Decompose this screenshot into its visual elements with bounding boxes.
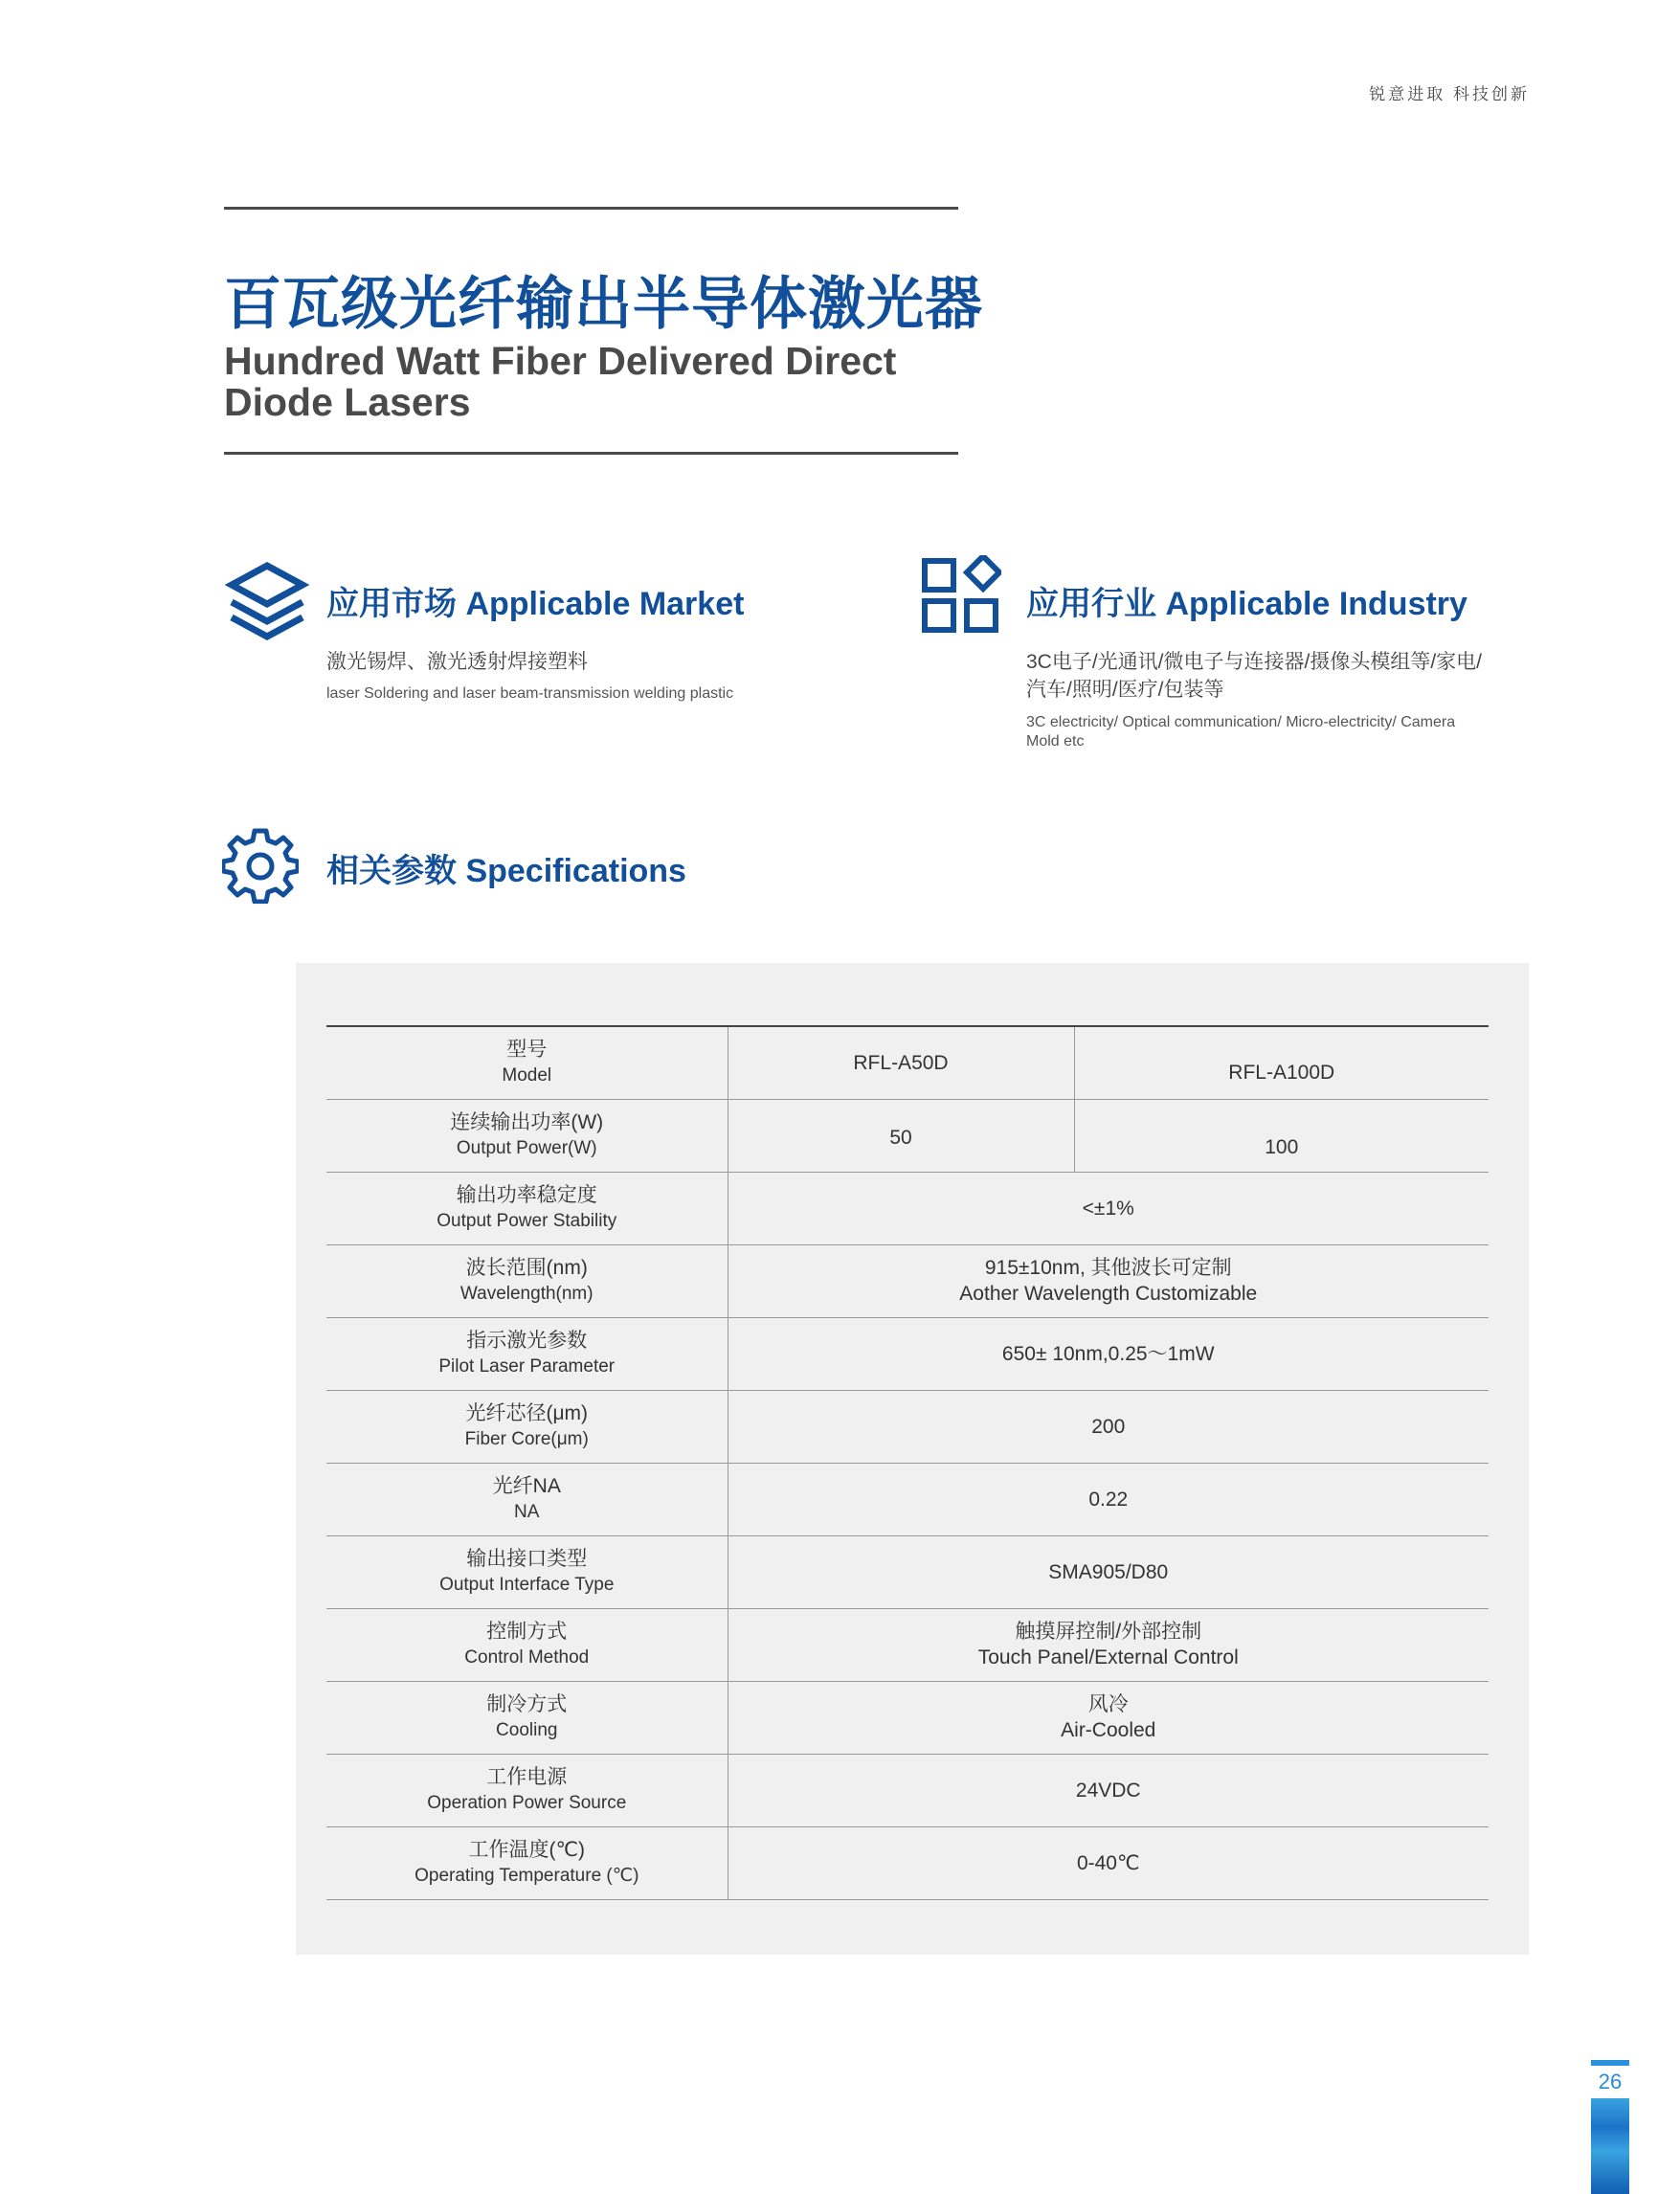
industry-desc-en-line-1: 3C electricity/ Optical communication/ Micro-electricity/ Camera xyxy=(1026,714,1456,730)
row-value-line-1: 0-40℃ xyxy=(1076,1851,1140,1874)
row-value-line-1: 200 xyxy=(1091,1415,1126,1438)
spec-table xyxy=(326,1025,1489,1900)
industry-desc-en xyxy=(1026,713,1455,751)
row-label-en: Cooling xyxy=(496,1720,558,1740)
row-label xyxy=(326,1244,728,1317)
table-row xyxy=(326,1172,1489,1244)
gear-icon xyxy=(222,827,299,904)
row-label-en: NA xyxy=(514,1502,540,1522)
row-value xyxy=(728,1681,1489,1754)
row-value-line-1: <±1% xyxy=(1082,1197,1134,1220)
row-label-cn: 指示激光参数 xyxy=(466,1330,588,1352)
row-value xyxy=(728,1390,1489,1463)
row-value-line-2: Aother Wavelength Customizable xyxy=(959,1283,1258,1305)
row-label-en: Fiber Core(μm) xyxy=(464,1429,589,1449)
row-value-line-1: 24VDC xyxy=(1075,1779,1141,1802)
row-label-en: Output Power Stability xyxy=(437,1211,617,1231)
row-value-line-1: 0.22 xyxy=(1088,1488,1129,1511)
table-row xyxy=(326,1535,1489,1608)
page-tab-cap xyxy=(1591,2060,1629,2066)
top-rule xyxy=(224,207,958,210)
row-label xyxy=(326,1826,728,1899)
market-desc-en: laser Soldering and laser beam-transmission welding plastic xyxy=(326,685,734,702)
page-number: 26 xyxy=(1598,2070,1623,2093)
table-row xyxy=(326,1754,1489,1826)
table-row xyxy=(326,1244,1489,1317)
row-value xyxy=(728,1317,1489,1390)
row-label xyxy=(326,1390,728,1463)
subtitle-line-2: Diode Lasers xyxy=(224,380,471,424)
row-label-en: Pilot Laser Parameter xyxy=(438,1356,616,1377)
page-tab xyxy=(1591,2060,1629,2194)
table-row xyxy=(326,1681,1489,1754)
row-label-cn: 输出接口类型 xyxy=(466,1548,588,1570)
table-row xyxy=(326,1826,1489,1899)
table-row xyxy=(326,1608,1489,1681)
row-label xyxy=(326,1172,728,1244)
specs-heading: 相关参数 Specifications xyxy=(326,853,686,889)
slogan: 锐意进取 科技创新 xyxy=(1369,85,1530,103)
row-label-cn: 型号 xyxy=(506,1039,548,1062)
row-label-en: Model xyxy=(502,1065,552,1086)
power-a-cell: 50 xyxy=(728,1099,1074,1172)
row-value xyxy=(728,1463,1489,1535)
industry-desc-cn xyxy=(1026,648,1482,704)
row-label-cn: 控制方式 xyxy=(486,1621,568,1643)
row-label-cn: 制冷方式 xyxy=(486,1693,568,1715)
row-label-en: Wavelength(nm) xyxy=(459,1284,594,1304)
row-label xyxy=(326,1535,728,1608)
row-value-line-2: Air-Cooled xyxy=(1061,1719,1156,1741)
row-label-cn: 光纤NA xyxy=(492,1475,561,1497)
row-label xyxy=(326,1463,728,1535)
row-value xyxy=(728,1535,1489,1608)
row-label-cn: 工作温度(℃) xyxy=(468,1839,586,1861)
row-value-line-1: 风冷 xyxy=(1087,1693,1129,1715)
row-label-en: Output Interface Type xyxy=(439,1575,615,1595)
row-label-en: Control Method xyxy=(464,1647,590,1668)
model-b-cell: RFL-A100D xyxy=(1074,1026,1489,1099)
row-value-line-1: 915±10nm, 其他波长可定制 xyxy=(984,1257,1232,1279)
row-value xyxy=(728,1244,1489,1317)
row-value-line-1: 650± 10nm,0.25～1mW xyxy=(1001,1342,1215,1365)
industry-desc-en-line-2: Mold etc xyxy=(1026,733,1085,750)
row-label-en: Operation Power Source xyxy=(427,1793,627,1813)
row-label-en: Operating Temperature (℃) xyxy=(414,1866,639,1886)
table-row xyxy=(326,1463,1489,1535)
row-value-line-1: SMA905/D80 xyxy=(1048,1560,1169,1583)
market-heading: 应用市场 Applicable Market xyxy=(326,586,745,622)
page-subtitle xyxy=(224,341,971,423)
row-label-cn: 连续输出功率(W) xyxy=(450,1111,604,1133)
row-value-line-2: Touch Panel/External Control xyxy=(977,1646,1239,1668)
row-value xyxy=(728,1754,1489,1826)
page-title: 百瓦级光纤输出半导体激光器 xyxy=(224,272,983,336)
market-desc-cn: 激光锡焊、激光透射焊接塑料 xyxy=(326,651,588,673)
row-label xyxy=(326,1026,728,1099)
subtitle-line-1: Hundred Watt Fiber Delivered Direct xyxy=(224,339,897,383)
row-label xyxy=(326,1608,728,1681)
power-b-cell: 100 xyxy=(1074,1099,1489,1172)
industry-heading: 应用行业 Applicable Industry xyxy=(1026,586,1467,622)
table-row xyxy=(326,1099,1489,1172)
grid-blocks-icon xyxy=(921,555,1001,636)
row-value xyxy=(728,1172,1489,1244)
industry-desc-cn-line-2: 汽车/照明/医疗/包装等 xyxy=(1026,679,1224,701)
row-value-line-1: 触摸屏控制/外部控制 xyxy=(1015,1621,1202,1643)
layers-icon xyxy=(224,560,310,642)
row-label xyxy=(326,1099,728,1172)
row-label-en: Output Power(W) xyxy=(456,1138,597,1158)
row-label-cn: 输出功率稳定度 xyxy=(456,1184,597,1206)
row-label-cn: 工作电源 xyxy=(486,1766,568,1788)
table-row xyxy=(326,1026,1489,1099)
row-label xyxy=(326,1317,728,1390)
row-value xyxy=(728,1608,1489,1681)
industry-desc-cn-line-1: 3C电子/光通讯/微电子与连接器/摄像头模组等/家电/ xyxy=(1026,651,1483,673)
bottom-rule xyxy=(224,452,958,455)
row-label-cn: 波长范围(nm) xyxy=(465,1257,588,1279)
model-a-cell: RFL-A50D xyxy=(728,1026,1074,1099)
row-value xyxy=(728,1826,1489,1899)
table-row xyxy=(326,1317,1489,1390)
row-label xyxy=(326,1681,728,1754)
row-label-cn: 光纤芯径(μm) xyxy=(465,1402,589,1424)
row-label xyxy=(326,1754,728,1826)
table-row xyxy=(326,1390,1489,1463)
